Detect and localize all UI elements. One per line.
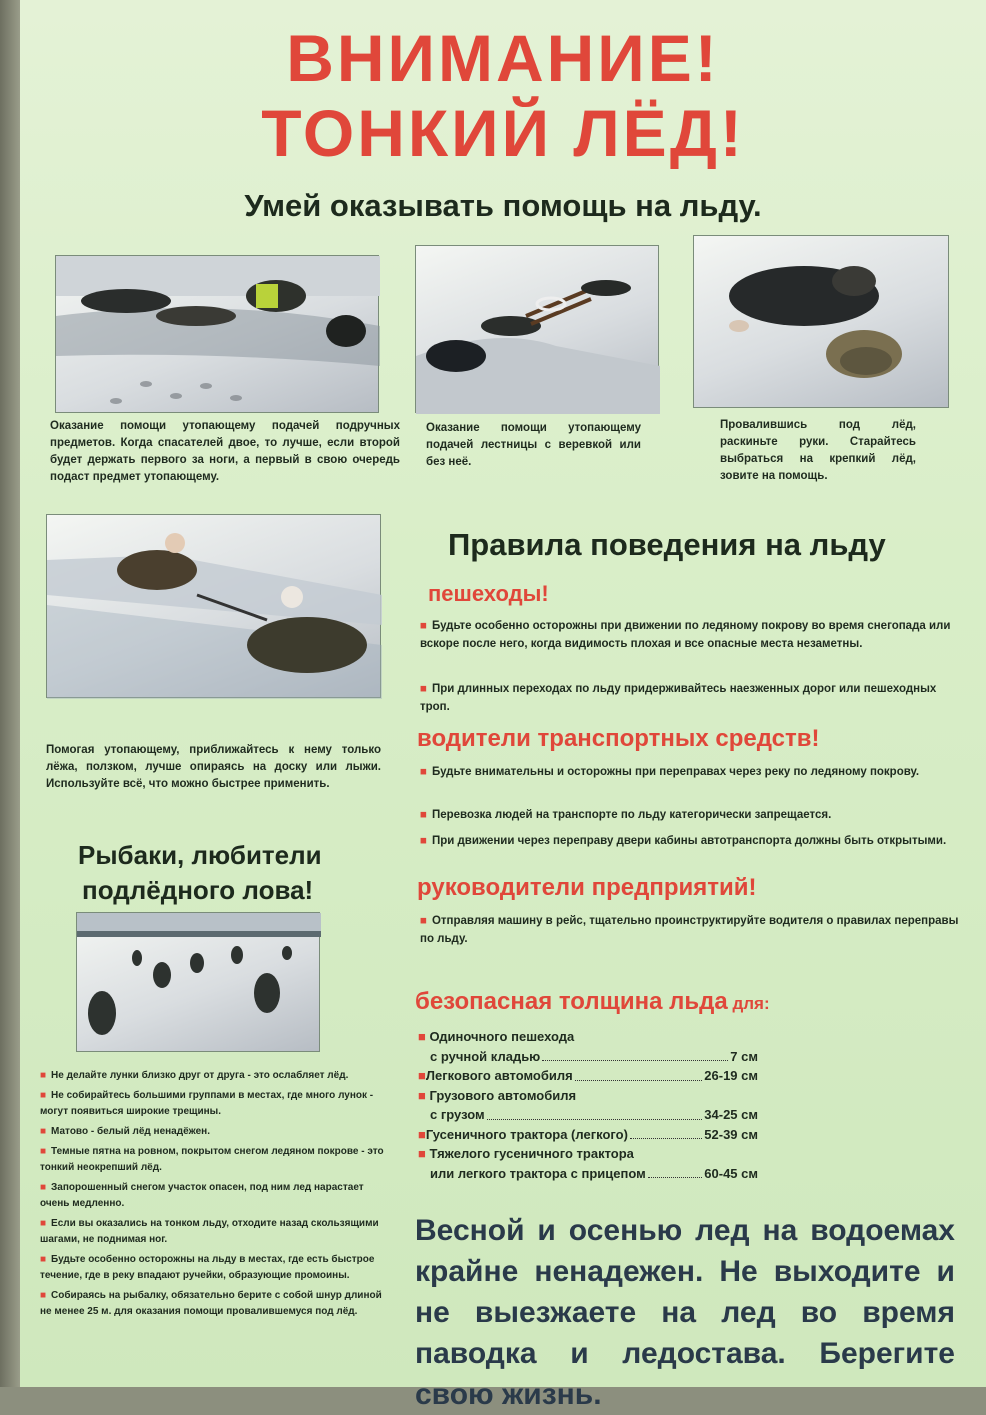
bullet-icon: ■ — [40, 1126, 47, 1137]
photo-rescue-by-ladder-art — [416, 246, 660, 414]
rules-title: Правила поведения на льду — [448, 527, 886, 562]
fishers-item — [40, 1068, 395, 1084]
bullet-icon: ■ — [420, 620, 427, 632]
thickness-row — [418, 1144, 758, 1164]
fishers-item — [40, 1180, 395, 1212]
bullet-icon: ■ — [40, 1090, 47, 1101]
thickness-row-label: с ручной кладью — [430, 1048, 541, 1064]
pedestrians-item-text: При длинных переходах по льду придерживайтесь наезженных дорог или пешеходных троп. — [420, 683, 937, 713]
photo-fell-through-ice — [693, 235, 949, 408]
pedestrians-item — [420, 680, 960, 716]
managers-heading: руководители предприятий! — [417, 874, 757, 901]
bullet-icon: ■ — [418, 1029, 430, 1044]
photo-fell-through-ice-art — [694, 236, 950, 409]
managers-item — [420, 912, 960, 948]
pedestrians-item — [420, 617, 960, 653]
fishers-item — [40, 1124, 395, 1140]
pedestrians-heading: пешеходы! — [428, 581, 549, 606]
thickness-row-label: Одиночного пешехода — [429, 1029, 575, 1044]
bullet-icon: ■ — [418, 1146, 430, 1161]
fishers-list — [40, 1068, 395, 1324]
thickness-table — [418, 1027, 758, 1183]
thickness-row-label: Гусеничного трактора (легкого) — [425, 1126, 628, 1142]
fishers-item — [40, 1144, 395, 1176]
fishers-item-text: Матово - белый лёд ненадёжен. — [51, 1126, 210, 1137]
drivers-item — [420, 832, 960, 850]
bullet-icon: ■ — [40, 1070, 47, 1081]
fishers-title-line1: Рыбаки, любители — [78, 840, 322, 870]
thickness-row-value: 26-19 см — [704, 1068, 758, 1083]
thickness-row — [418, 1105, 758, 1125]
drivers-item — [420, 763, 960, 781]
thickness-heading-main: безопасная толщина льда — [415, 988, 728, 1015]
fishers-item-text: Собираясь на рыбалку, обязательно берите с собой шнур длиной не менее 25 м. для оказания помощи провалившемуся под лёд. — [40, 1290, 382, 1317]
bullet-icon: ■ — [418, 1087, 430, 1103]
photo-ice-fishers — [76, 912, 320, 1052]
thickness-row-value: 34-25 см — [704, 1107, 758, 1122]
photo-crawling-rescue — [46, 514, 381, 698]
thickness-row-value: 60-45 см — [704, 1165, 758, 1181]
thickness-row-value: 52-39 см — [704, 1126, 758, 1142]
bullet-icon: ■ — [40, 1146, 47, 1157]
drivers-item — [420, 806, 960, 824]
drivers-item-text: Перевозка людей на транспорте по льду категорически запрещается. — [431, 809, 832, 821]
poster — [20, 0, 986, 1411]
photo-rescue-by-objects-art — [56, 256, 380, 414]
left-edge-background — [0, 0, 20, 1387]
thickness-row-label: Тяжелого гусеничного трактора — [429, 1146, 634, 1161]
bullet-icon: ■ — [420, 809, 427, 821]
thickness-heading — [415, 988, 770, 1016]
bullet-icon: ■ — [420, 915, 427, 927]
fishers-item — [40, 1088, 395, 1120]
caption-rescue-by-objects: Оказание помощи утопающему подачей подручных предметов. Когда спасателей двое, то лучше, если второй будет держать первого за ноги, а первый в свою очередь подаст предмет утопающему. — [50, 420, 400, 483]
final-warning: Весной и осенью лед на водоемах крайне ненадежен. Не выходите и не выезжаете на лед во время паводка и ледостава. Берегите свою жизнь. — [415, 1214, 955, 1411]
fishers-item-text: Темные пятна на ровном, покрытом снегом ледяном покрове - это тонкий неокрепший лёд. — [40, 1146, 384, 1173]
thickness-row — [418, 1047, 758, 1067]
fishers-item — [40, 1288, 395, 1320]
title-warning: ВНИМАНИЕ! — [286, 21, 720, 95]
thickness-row-label: или легкого трактора с прицепом — [430, 1165, 646, 1181]
pedestrians-item-text: Будьте особенно осторожны при движении по ледяному покрову во время снегопада или вскоре после него, когда видимость плохая и все опасные места незаметны. — [420, 620, 951, 650]
caption-crawling-rescue: Помогая утопающему, приближайтесь к нему только лёжа, ползком, лучше опираясь на доску или лыжи. Используйте всё, что можно быстрее применить. — [46, 744, 381, 790]
photo-rescue-by-ladder — [415, 245, 659, 413]
fishers-item-text: Не делайте лунки близко друг от друга - это ослабляет лёд. — [51, 1070, 349, 1081]
bullet-icon: ■ — [420, 835, 427, 847]
drivers-item-text: При движении через переправу двери кабины автотранспорта должны быть открытыми. — [431, 835, 947, 847]
fishers-item-text: Если вы оказались на тонком льду, отходите назад скользящими шагами, не поднимая ног. — [40, 1218, 379, 1245]
fishers-title-line2: подлёдного лова! — [82, 875, 314, 905]
fishers-item — [40, 1216, 395, 1248]
fishers-item-text: Запорошенный снегом участок опасен, под ним лед нарастает очень медленно. — [40, 1182, 364, 1209]
drivers-item-text: Будьте внимательны и осторожны при переправах через реку по ледяному покрову. — [431, 766, 920, 778]
thickness-row-label: Легкового автомобиля — [425, 1068, 573, 1083]
subtitle: Умей оказывать помощь на льду. — [244, 188, 762, 223]
caption-fell-through-ice: Провалившись под лёд, раскиньте руки. Старайтесь выбраться на крепкий лёд, зовите на помощь. — [720, 419, 916, 482]
photo-ice-fishers-art — [77, 913, 321, 1053]
thickness-row — [418, 1164, 758, 1184]
fishers-item — [40, 1252, 395, 1284]
fishers-item-text: Не собирайтесь большими группами в местах, где много лунок - могут появиться широкие трещины. — [40, 1090, 374, 1117]
thickness-row — [418, 1125, 758, 1145]
thickness-row-label: Грузового автомобиля — [429, 1087, 577, 1103]
thickness-row — [418, 1066, 758, 1086]
title-thin-ice: ТОНКИЙ ЛЁД! — [261, 96, 745, 170]
managers-item-text: Отправляя машину в рейс, тщательно проинструктируйте водителя о правилах переправы по льду. — [420, 915, 959, 945]
caption-rescue-by-ladder: Оказание помощи утопающему подачей лестницы с веревкой или без неё. — [426, 422, 641, 468]
photo-crawling-rescue-art — [47, 515, 382, 699]
drivers-heading: водители транспортных средств! — [417, 725, 820, 752]
thickness-row — [418, 1027, 758, 1047]
thickness-row-label: с грузом — [430, 1107, 485, 1122]
bullet-icon: ■ — [40, 1218, 47, 1229]
bullet-icon: ■ — [420, 683, 427, 695]
bullet-icon: ■ — [40, 1290, 47, 1301]
fishers-item-text: Будьте особенно осторожны на льду в местах, где есть быстрое течение, где в реку впадают ручейки, образующие промоины. — [40, 1254, 375, 1281]
photo-rescue-by-objects — [55, 255, 379, 413]
thickness-row — [418, 1086, 758, 1106]
bullet-icon: ■ — [418, 1068, 426, 1083]
bullet-icon: ■ — [40, 1254, 47, 1265]
bullet-icon: ■ — [418, 1126, 426, 1142]
bullet-icon: ■ — [40, 1182, 47, 1193]
thickness-heading-suffix: для: — [727, 994, 770, 1013]
bullet-icon: ■ — [420, 766, 427, 778]
thickness-row-value: 7 см — [730, 1048, 758, 1064]
